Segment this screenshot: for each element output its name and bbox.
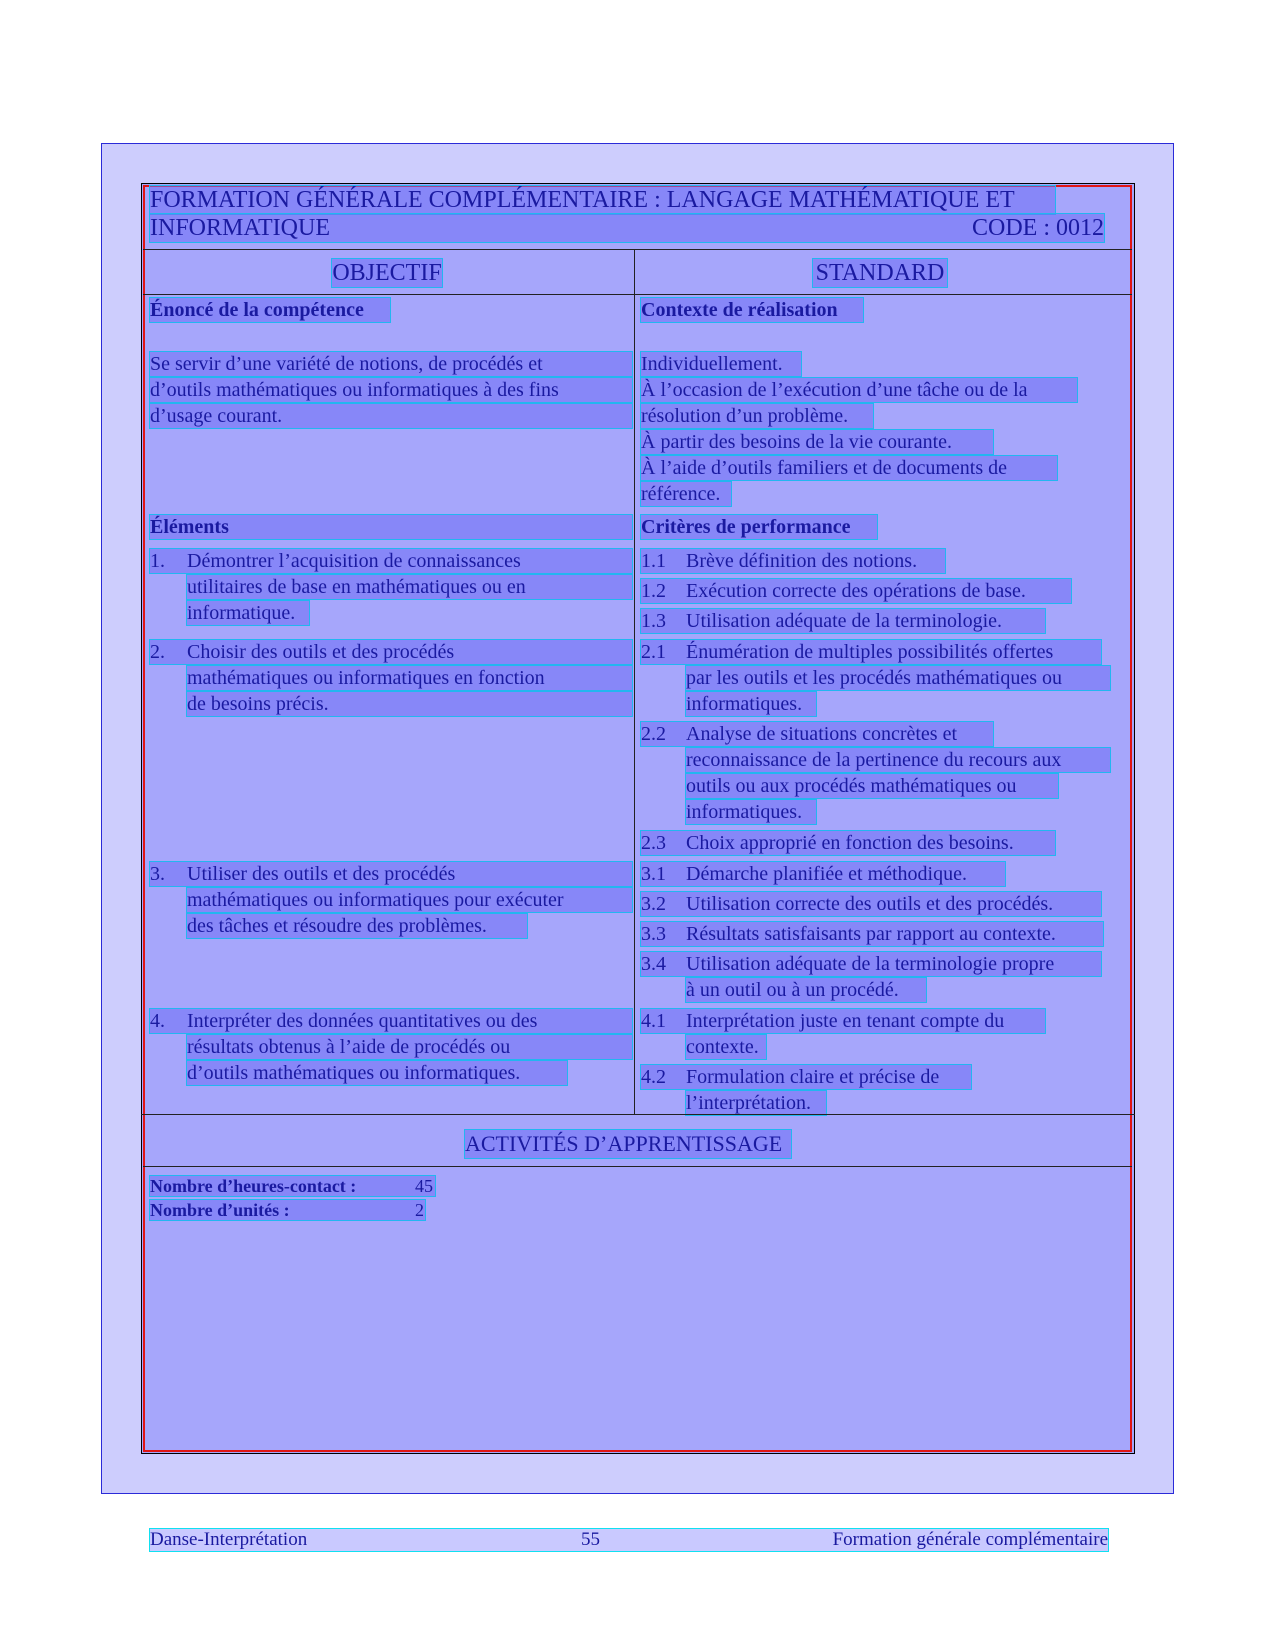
element-item xyxy=(150,640,632,664)
critere-number: 3.4 xyxy=(641,953,666,975)
competence-line: Se servir d’une variété de notions, de procédés et xyxy=(150,352,632,376)
critere-item xyxy=(641,640,1101,664)
critere-item xyxy=(641,1009,1045,1033)
element-text: Choisir des outils et des procédés xyxy=(187,641,455,663)
element-item xyxy=(150,1009,632,1033)
critere-number: 1.2 xyxy=(641,580,666,602)
critere-item xyxy=(641,579,1071,603)
critere-text: Résultats satisfaisants par rapport au contexte. xyxy=(686,923,1056,945)
competence-label: Énoncé de la compétence xyxy=(150,298,390,322)
element-number: 1. xyxy=(150,550,165,572)
criteres-label: Critères de performance xyxy=(641,515,877,539)
critere-item xyxy=(641,922,1103,946)
competence-line: d’usage courant. xyxy=(150,404,632,428)
title-line-1: FORMATION GÉNÉRALE COMPLÉMENTAIRE : LANGAGE MATHÉMATIQUE ET xyxy=(150,186,1055,214)
contexte-line: À partir des besoins de la vie courante. xyxy=(641,430,993,454)
critere-line: outils ou aux procédés mathématiques ou xyxy=(686,774,1058,798)
critere-text: Interprétation juste en tenant compte du xyxy=(686,1010,1005,1032)
contexte-label: Contexte de réalisation xyxy=(641,298,863,322)
element-line: résultats obtenus à l’aide de procédés ou xyxy=(187,1035,632,1059)
activites-title: ACTIVITÉS D’APPRENTISSAGE xyxy=(465,1130,791,1158)
critere-text: Utilisation correcte des outils et des procédés. xyxy=(686,893,1054,915)
critere-line: contexte. xyxy=(686,1035,766,1059)
element-number: 2. xyxy=(150,641,165,663)
critere-text: Utilisation adéquate de la terminologie. xyxy=(686,610,1003,632)
critere-line: informatiques. xyxy=(686,800,816,824)
contexte-line: référence. xyxy=(641,482,731,506)
critere-text: Exécution correcte des opérations de base. xyxy=(686,580,1026,602)
element-number: 4. xyxy=(150,1010,165,1032)
element-line: informatique. xyxy=(187,601,309,625)
title-line-2 xyxy=(150,214,1104,242)
contexte-line: À l’occasion de l’exécution d’une tâche ou de la xyxy=(641,378,1077,402)
contact-hours-label: Nombre d’heures-contact : xyxy=(150,1176,357,1196)
units xyxy=(150,1200,425,1220)
contexte-line: À l’aide d’outils familiers et de documents de xyxy=(641,456,1057,480)
critere-number: 1.3 xyxy=(641,610,666,632)
critere-number: 2.2 xyxy=(641,723,666,745)
column-header-objectif: OBJECTIF xyxy=(332,260,442,286)
critere-number: 1.1 xyxy=(641,550,666,572)
contact-hours xyxy=(150,1176,435,1196)
elements-label: Éléments xyxy=(150,515,632,539)
critere-text: Démarche planifiée et méthodique. xyxy=(686,863,967,885)
page-footer xyxy=(150,1529,1108,1551)
divider-activites xyxy=(141,1114,1135,1115)
divider-hours xyxy=(143,1166,1132,1167)
divider-columns xyxy=(143,294,1132,295)
element-line: des tâches et résoudre des problèmes. xyxy=(187,914,527,938)
critere-text: Brève définition des notions. xyxy=(686,550,918,572)
critere-line: l’interprétation. xyxy=(686,1091,826,1115)
column-header-standard: STANDARD xyxy=(813,259,947,287)
element-line: d’outils mathématiques ou informatiques. xyxy=(187,1061,567,1085)
critere-number: 3.1 xyxy=(641,863,666,885)
critere-item xyxy=(641,831,1055,855)
critere-number: 4.2 xyxy=(641,1066,666,1088)
critere-item xyxy=(641,609,1045,633)
units-label: Nombre d’unités : xyxy=(150,1200,290,1220)
critere-line: informatiques. xyxy=(686,692,816,716)
contexte-line: Individuellement. xyxy=(641,352,801,376)
critere-number: 2.3 xyxy=(641,832,666,854)
footer-right: Formation générale complémentaire xyxy=(832,1529,1108,1550)
element-line: utilitaires de base en mathématiques ou en xyxy=(187,575,632,599)
column-divider xyxy=(634,249,635,1114)
critere-number: 2.1 xyxy=(641,641,666,663)
critere-item xyxy=(641,549,945,573)
contact-hours-value: 45 xyxy=(415,1176,433,1196)
critere-text: Analyse de situations concrètes et xyxy=(686,723,958,745)
page-number: 55 xyxy=(581,1529,600,1550)
title-informatique: INFORMATIQUE xyxy=(150,215,330,241)
element-item xyxy=(150,549,632,573)
element-text: Interpréter des données quantitatives ou des xyxy=(187,1010,538,1032)
critere-item xyxy=(641,862,1005,886)
critere-line: par les outils et les procédés mathématiques ou xyxy=(686,666,1110,690)
element-line: de besoins précis. xyxy=(187,692,632,716)
course-code: CODE : 0012 xyxy=(972,215,1104,241)
divider-header xyxy=(143,249,1132,250)
critere-text: Énumération de multiples possibilités offertes xyxy=(686,641,1054,663)
critere-item xyxy=(641,952,1101,976)
critere-line: à un outil ou à un procédé. xyxy=(686,978,926,1002)
units-value: 2 xyxy=(415,1200,424,1220)
critere-number: 4.1 xyxy=(641,1010,666,1032)
element-text: Utiliser des outils et des procédés xyxy=(187,863,456,885)
critere-text: Choix approprié en fonction des besoins. xyxy=(686,832,1014,854)
element-line: mathématiques ou informatiques pour exécuter xyxy=(187,888,632,912)
element-number: 3. xyxy=(150,863,165,885)
critere-item xyxy=(641,1065,971,1089)
critere-item xyxy=(641,722,993,746)
critere-number: 3.3 xyxy=(641,923,666,945)
critere-number: 3.2 xyxy=(641,893,666,915)
critere-text: Utilisation adéquate de la terminologie propre xyxy=(686,953,1055,975)
contexte-line: résolution d’un problème. xyxy=(641,404,873,428)
element-item xyxy=(150,862,632,886)
critere-line: reconnaissance de la pertinence du recours aux xyxy=(686,748,1110,772)
competence-line: d’outils mathématiques ou informatiques à des fins xyxy=(150,378,632,402)
critere-text: Formulation claire et précise de xyxy=(686,1066,940,1088)
footer-left: Danse-Interprétation xyxy=(150,1529,308,1550)
element-text: Démontrer l’acquisition de connaissances xyxy=(187,550,521,572)
element-line: mathématiques ou informatiques en fonction xyxy=(187,666,632,690)
critere-item xyxy=(641,892,1101,916)
